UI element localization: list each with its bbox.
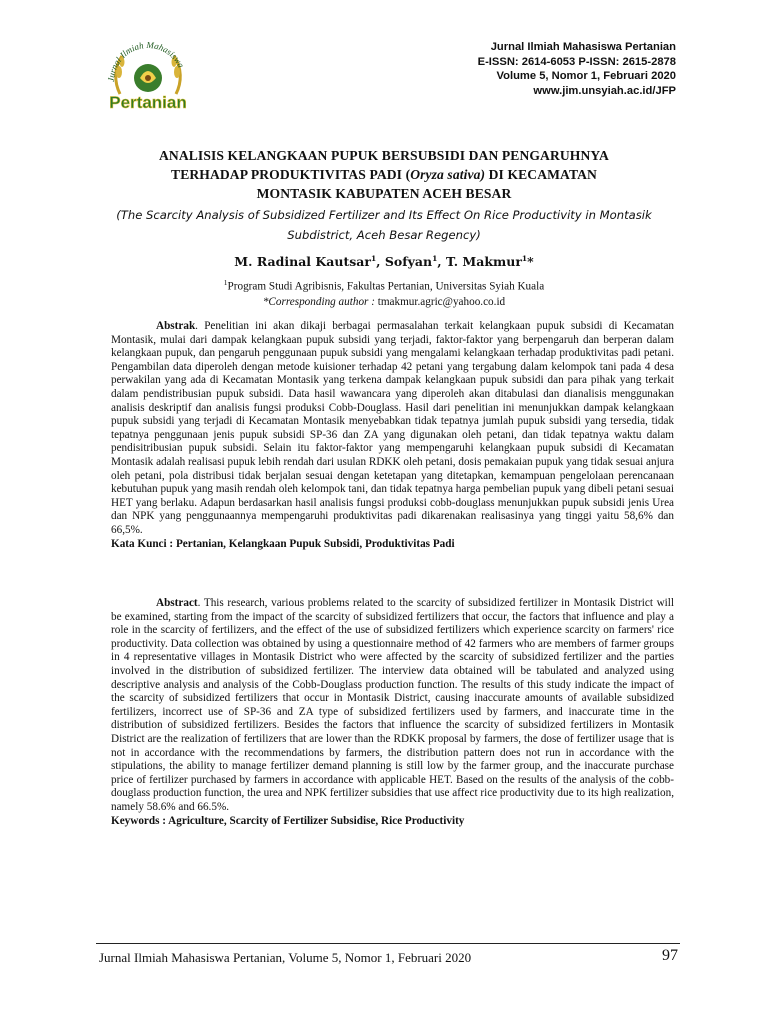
title-line-3: MONTASIK KABUPATEN ACEH BESAR [256,186,512,201]
author-list [96,254,672,269]
author-2-sup: 1 [432,254,438,263]
journal-url[interactable]: www.jim.unsyiah.ac.id/JFP [533,84,676,97]
footer-journal: Jurnal Ilmiah Mahasiswa Pertanian, Volume 5, Nomor 1, Februari 2020 [99,950,472,965]
affiliation-text: Program Studi Agribisnis, Fakultas Pertanian, Universitas Syiah Kuala [227,280,545,293]
page-number: 97 [662,947,678,964]
author-sep: , [376,254,385,270]
journal-logo [100,38,196,114]
affiliation-block [96,275,672,310]
journal-volume: Volume 5, Nomor 1, Februari 2020 [496,70,676,82]
title-line-2-post: DI KECAMATAN [485,167,597,182]
footer-divider [96,943,680,944]
journal-issn: E-ISSN: 2614-6053 P-ISSN: 2615-2878 [477,55,676,68]
abstract-id-label: Abstrak [156,320,196,332]
journal-info [478,40,676,98]
author-3-sup: 1 [521,254,528,263]
paper-title [96,146,672,203]
logo-text-top: Jurnal Ilmiah Mahasiswa [105,39,187,83]
affiliation [96,275,672,295]
logo-text-main: Pertanian [109,93,187,112]
author-3: T. Makmur [446,254,522,270]
title-species: Oryza sativa) [410,167,486,182]
keywords-english: Keywords : Agriculture, Scarcity of Fertilizer Subsidise, Rice Productivity [111,814,465,827]
abstract-english [111,597,674,828]
corresponding-email[interactable]: tmakmur.agric@yahoo.co.id [377,295,506,308]
author-1-sup: 1 [370,254,377,263]
author-sep: , [437,254,447,270]
abstract-en-label: Abstract [156,597,198,609]
title-line-2-pre: TERHADAP PRODUKTIVITAS PADI ( [171,167,411,182]
corresponding-label: *Corresponding author : [262,295,378,308]
abstract-indonesian [111,320,674,551]
author-1: M. Radinal Kautsar [234,254,371,270]
title-line-1: ANALISIS KELANGKAAN PUPUK BERSUBSIDI DAN PENGARUHNYA [159,148,609,163]
author-2: Sofyan [384,254,433,270]
title-line-2 [96,165,672,184]
abstract-en-text: . This research, various problems related to the scarcity of subsidized fertilizer in Montasik District will be examined, starting from the impact of the scarcity of subsidized fertilizers that occur, the factors that influence and play a role in the scarcity of fertilizers, and the effect of the use of subsidized fertilizers which experience scarcity on farmers' rice productivity. Data collection was obtained by using a questionnaire method of 42 farmers who are members of farmer groups in 4 representative villages in Montasik District who were affected by the scarcity of subsidized fertilizer and the parties involved in the distribution of subsidized fertilizer. The interview data obtained will be tabulated and analyzed using descriptive analysis and analysis of the Cobb-Douglass production function. The results of this study indicate the impact of the scarcity of subsidized fertilizers that occur in Montasik District, causing inaccurate amounts of available subsidized fertilizers, incorrect use of SP-36 and ZA type of subsidized fertilizers used by farmers, and inaccurate time in the distribution of subsidized fertilizers. Besides the factors that influence the scarcity of subsidized fertilizers in Montasik District are the realization of fertilizers that are lower than the RDKK proposal by farmers, the dose of fertilizer usage that is not in accordance with the recommendations by farmers, the distribution pattern does not run in accordance with the stipulations, the ability to manage fertilizer demand planning is still low by the farmer group, and the inaccurate purchase price of fertilizer purchased by farmers in accordance with applicable HET. Based on the results of the analysis of the cobb-douglass production function, the urea and NPK fertilizer subsidies that use affect rice productivity due to its high realization, namely 58.6% and 66.5%. [111,597,674,813]
abstract-en-body [111,597,674,815]
affiliation-sup: 1 [223,278,228,287]
abstract-id-text: . Penelitian ini akan dikaji berbagai permasalahan terkait kelangkaan pupuk subsidi di Kecamatan Montasik, mulai dari dampak kelangkaan pupuk subsidi yang terjadi, faktor-faktor yang berpengaruh dan berperan dalam kelangkaan pupuk, dan pengaruh penggunaan pupuk subsidi yang mengalami kelangkaan terhadap produktivitas padi petani. Pengambilan data diperoleh dengan metode kuisioner terhadap 42 petani yang tergabung dalam kelompok tani pada 4 desa perwakilan yang ada di Kecamatan Montasik yang terkena dampak kelangkaan pupuk subsidi dan para pihak yang terkait dalam pendistribusian pupuk subsidi. Data hasil wawancara yang diperoleh akan ditabulasi dan dianalisis menggunakan analisis deskriptif dan analisis fungsi produksi Cobb-Douglass. Hasil dari penelitian ini menunjukkan dampak kelangkaan pupuk subsidi yang terjadi di Kecamatan Montasik menyebabkan tidak tepatnya jumlah pupuk subsidi yang tersedia, tidak tepatnya penggunaan jenis pupuk subsidi SP-36 dan ZA yang digunakan oleh petani, dan tidak tepatnya waktu dalam pendisitribusian pupuk subsidi. Selain itu faktor-faktor yang mempengaruhi kelangkaan pupuk subsidi di Kecamatan Montasik adalah realisasi pupuk lebih rendah dari usulan RDKK oleh petani, dosis pemakaian pupuk yang tidak sesuai anjura oleh petani, pola distribusi tidak berjalan sesuai dengan ketetapan yang ditetapkan, kemampuan pengelolaan perencanaan kebutuhan pupuk yang masih rendah oleh kelompok tani, dan tidak tepatnya harga pembelian pupuk yang dibeli petani sesuai HET yang berlaku. Adapun berdasarkan hasil analisis fungsi produksi cobb-douglass menunjukkan pupuk subsidi jenis Urea dan NPK yang penggunaannya mempengaruhi produktivitas padi dikarenakan realisasinya yang tinggi yaitu 58,6% dan 66,5%. [111,320,674,536]
abstract-id-body [111,320,674,538]
english-title: (The Scarcity Analysis of Subsidized Fertilizer and Its Effect On Rice Productivity in Montasik Subdistrict, Aceh Besar Regency) [116,208,652,242]
corresponding-author [96,295,672,310]
keywords-indonesian: Kata Kunci : Pertanian, Kelangkaan Pupuk Subsidi, Produktivitas Padi [111,537,455,550]
corresponding-mark: * [527,254,534,270]
journal-name: Jurnal Ilmiah Mahasiswa Pertanian [490,41,676,53]
